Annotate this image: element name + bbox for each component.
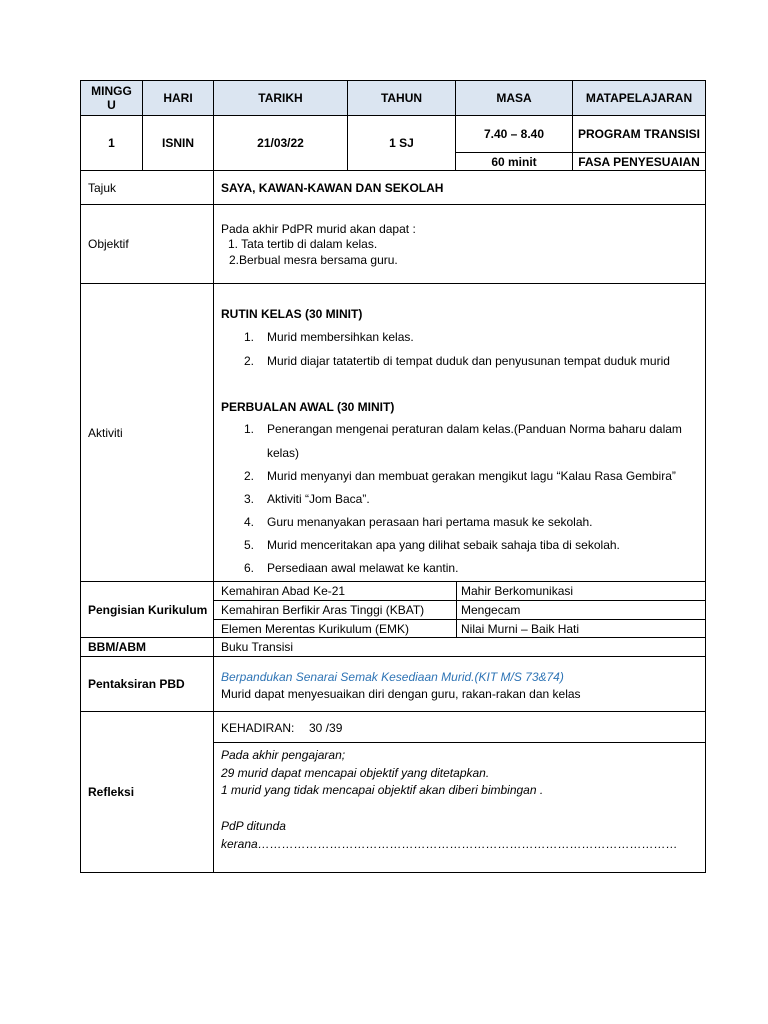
row-phase — [573, 153, 705, 170]
header-tahun — [348, 81, 455, 115]
row-subject — [573, 116, 705, 152]
refleksi-line-5: PdP ditunda — [221, 819, 286, 833]
aktiviti-s2-num-4: 4. — [244, 515, 255, 529]
header-minggu — [81, 81, 142, 115]
aktiviti-s2-item-2: Murid menyanyi dan membuat gerakan mengikut lagu “Kalau Rasa Gembira” — [267, 469, 676, 483]
aktiviti-s2-item-6: Persediaan awal melawat ke kantin. — [267, 561, 459, 575]
kehadiran-value: 30 /39 — [309, 721, 343, 735]
row-masa-time-text: 7.40 – 8.40 — [483, 127, 545, 141]
refleksi-label-text: Refleksi — [88, 785, 135, 799]
pentaksiran-text: Murid dapat menyesuaikan diri dengan guru, rakan-rakan dan kelas — [221, 687, 581, 701]
pengisian-left-2: Kemahiran Berfikir Aras Tinggi (KBAT) — [221, 603, 425, 617]
tajuk-label — [88, 171, 208, 204]
refleksi-line-3: 1 murid yang tidak mencapai objektif akan diberi bimbingan . — [221, 783, 544, 797]
pengisian-left-1: Kemahiran Abad Ke-21 — [221, 584, 346, 598]
row-masa-duration — [456, 153, 572, 170]
header-tarikh-text: TARIKH — [258, 91, 303, 105]
refleksi-label — [88, 712, 208, 872]
aktiviti-section2-title: PERBUALAN AWAL (30 MINIT) — [221, 400, 395, 414]
objektif-intro: Pada akhir PdPR murid akan dapat : — [221, 222, 416, 236]
row-phase-text: FASA PENYESUAIAN — [578, 154, 700, 169]
row-hari — [143, 116, 213, 170]
header-minggu-text: MINGG U — [91, 84, 132, 112]
objektif-item-1: 1. Tata tertib di dalam kelas. — [228, 237, 378, 251]
aktiviti-s2-item-5: Murid menceritakan apa yang dilihat sebaik sahaja tiba di sekolah. — [267, 538, 620, 552]
aktiviti-s2-item-1-cont: kelas) — [267, 446, 300, 460]
row-tarikh — [214, 116, 347, 170]
row-masa-duration-text: 60 minit — [491, 154, 537, 169]
refleksi-line-1: Pada akhir pengajaran; — [221, 748, 346, 762]
row-minggu-text: 1 — [108, 136, 115, 150]
objektif-label-text: Objektif — [88, 237, 129, 251]
aktiviti-s2-num-1: 1. — [244, 422, 255, 436]
pentaksiran-label — [88, 657, 208, 711]
objektif-item-2: 2.Berbual mesra bersama guru. — [229, 253, 398, 267]
row-subject-text: PROGRAM TRANSISI — [577, 127, 700, 141]
kehadiran-label: KEHADIRAN: — [221, 721, 295, 735]
header-matapelajaran — [573, 81, 705, 115]
aktiviti-section1-title: RUTIN KELAS (30 MINIT) — [221, 307, 363, 321]
aktiviti-s1-num-2: 2. — [244, 354, 255, 368]
pengisian-label-text: Pengisian Kurikulum — [88, 602, 208, 617]
header-tahun-text: TAHUN — [380, 91, 423, 105]
aktiviti-s2-num-2: 2. — [244, 469, 255, 483]
refleksi-line-2: 29 murid dapat mencapai objektif yang ditetapkan. — [221, 766, 490, 780]
pengisian-right-1: Mahir Berkomunikasi — [461, 584, 574, 598]
row-hari-text: ISNIN — [161, 136, 194, 150]
aktiviti-s2-num-6: 6. — [244, 561, 255, 575]
aktiviti-s2-item-4: Guru menanyakan perasaan hari pertama masuk ke sekolah. — [267, 515, 593, 529]
aktiviti-s2-item-3: Aktiviti “Jom Baca”. — [267, 492, 370, 506]
header-masa — [456, 81, 572, 115]
aktiviti-s1-num-1: 1. — [244, 330, 255, 344]
pengisian-right-2: Mengecam — [461, 603, 521, 617]
aktiviti-s2-num-3: 3. — [244, 492, 255, 506]
header-masa-text: MASA — [496, 91, 532, 105]
tajuk-value — [221, 171, 701, 204]
pengisian-right-3: Nilai Murni – Baik Hati — [461, 622, 580, 636]
aktiviti-label-text: Aktiviti — [88, 425, 123, 440]
pentaksiran-link[interactable]: Berpandukan Senarai Semak Kesediaan Murid.(KIT M/S 73&74) — [221, 670, 564, 684]
tajuk-label-text: Tajuk — [88, 180, 117, 195]
pengisian-left-3: Elemen Merentas Kurikulum (EMK) — [221, 622, 410, 636]
row-masa-time — [456, 116, 572, 152]
header-hari-text: HARI — [163, 91, 193, 105]
bbm-value: Buku Transisi — [221, 640, 294, 654]
objektif-label — [88, 205, 208, 283]
pengisian-label — [88, 582, 212, 637]
row-minggu — [81, 116, 142, 170]
aktiviti-label — [88, 284, 208, 581]
aktiviti-s1-item-2: Murid diajar tatatertib di tempat duduk dan penyusunan tempat duduk murid — [267, 354, 670, 368]
bbm-label — [88, 638, 208, 656]
row-tahun-text: 1 SJ — [389, 136, 414, 150]
pentaksiran-label-text: Pentaksiran PBD — [88, 677, 185, 691]
bbm-label-text: BBM/ABM — [88, 640, 146, 654]
tajuk-value-text: SAYA, KAWAN-KAWAN DAN SEKOLAH — [221, 180, 444, 195]
header-hari — [143, 81, 213, 115]
refleksi-line-6: kerana…………………………………………………………………………………………… — [221, 837, 678, 851]
row-tarikh-text: 21/03/22 — [257, 136, 304, 150]
row-tahun — [348, 116, 455, 170]
aktiviti-s2-item-1: Penerangan mengenai peraturan dalam kelas.(Panduan Norma baharu dalam — [267, 422, 682, 436]
aktiviti-s2-num-5: 5. — [244, 538, 255, 552]
header-matapelajaran-text: MATAPELAJARAN — [585, 91, 693, 105]
aktiviti-s1-item-1: Murid membersihkan kelas. — [267, 330, 414, 344]
header-tarikh — [214, 81, 347, 115]
